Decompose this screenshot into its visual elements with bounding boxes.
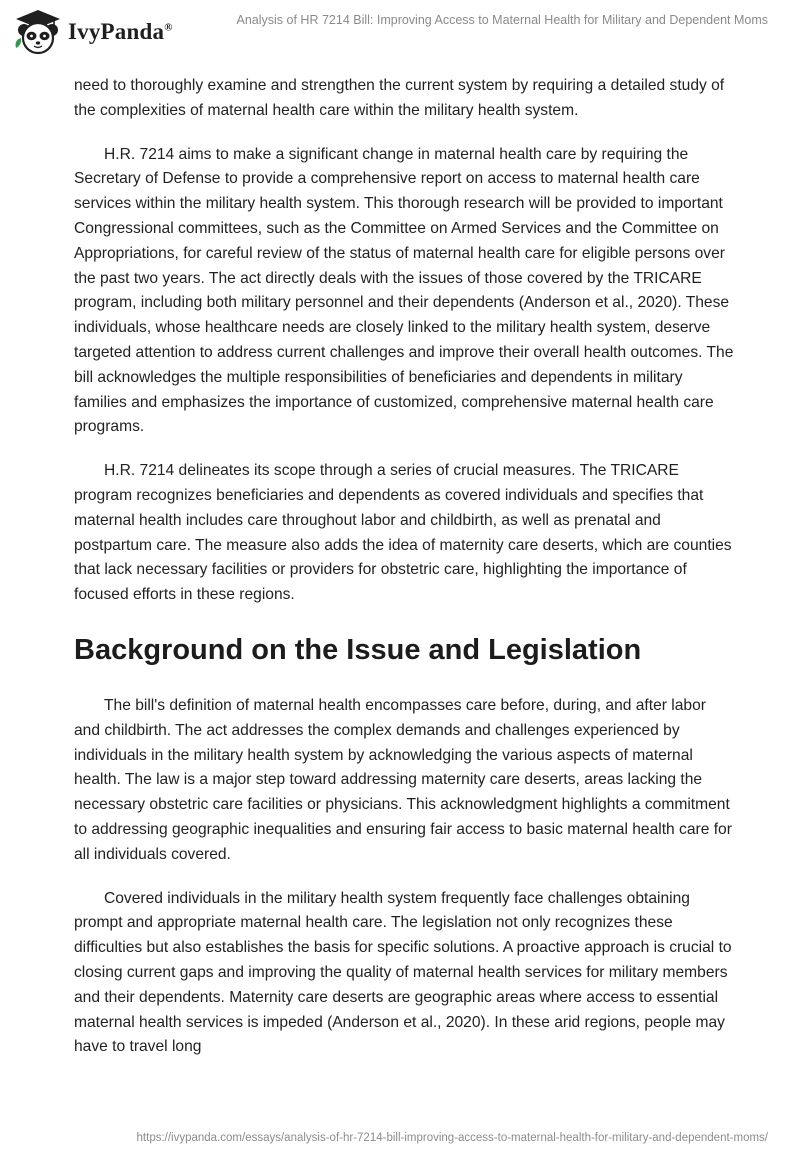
- section-heading: Background on the Issue and Legislation: [74, 633, 642, 666]
- paragraph: Covered individuals in the military health system frequently face challenges obtaining prompt and appropriate maternal health care. The legislation not only recognizes these difficulties but also establishes the basis for specific solutions. A proactive approach is crucial to closing current gaps and improving the quality of maternal health services for military members and their dependents. Maternity care deserts are geographic areas where access to essential maternal health services is impeded (Anderson et al., 2020). In these arid regions, people may have to travel long: [74, 889, 732, 1056]
- paragraph: The bill's definition of maternal health encompasses care before, during, and after labor and childbirth. The act addresses the complex demands and challenges experienced by individuals in the military health system by acknowledging the various aspects of maternal health. The law is a major step toward addressing maternity care deserts, areas lacking the necessary obstetric care facilities or physicians. This acknowledgment highlights a commitment to addressing geographic inequalities and ensuring fair access to basic maternal health care for all individuals covered.: [74, 696, 732, 863]
- document-title: Analysis of HR 7214 Bill: Improving Access to Maternal Health for Military and Dependent Moms: [236, 13, 768, 27]
- paragraph: H.R. 7214 delineates its scope through a series of crucial measures. The TRICARE program recognizes beneficiaries and dependents as covered individuals and specifies that maternal health includes care throughout labor and childbirth, as well as prenatal and postpartum care. The measure also adds the idea of maternity care deserts, which are counties that lack necessary facilities or providers for obstetric care, highlighting the importance of focused efforts in these regions.: [74, 462, 732, 604]
- page-header: [0, 0, 800, 70]
- panda-graduate-icon: [12, 8, 64, 56]
- ivypanda-logo[interactable]: [12, 8, 173, 56]
- paragraph: need to thoroughly examine and strengthen the current system by requiring a detailed study of the complexities of maternal health care within the military health system.: [74, 77, 725, 119]
- essay-content: [74, 74, 734, 1079]
- source-url[interactable]: https://ivypanda.com/essays/analysis-of-hr-7214-bill-improving-access-to-maternal-health-for-military-and-dependent-moms/: [136, 1132, 768, 1144]
- paragraph: H.R. 7214 aims to make a significant change in maternal health care by requiring the Secretary of Defense to provide a comprehensive report on access to maternal health care services within the military health system. This thorough research will be provided to important Congressional committees, such as the Committee on Armed Services and the Committee on Appropriations, for careful review of the status of maternal health care for eligible persons over the past two years. The act directly deals with the issues of those covered by the TRICARE program, including both military personnel and their dependents (Anderson et al., 2020). These individuals, whose healthcare needs are closely linked to the military health system, deserve targeted attention to address current challenges and improve their overall health outcomes. The bill acknowledges the multiple responsibilities of beneficiaries and dependents in military families and emphasizes the importance of customized, comprehensive maternal health care programs.: [74, 145, 734, 436]
- logo-wordmark: IvyPanda®: [68, 19, 173, 44]
